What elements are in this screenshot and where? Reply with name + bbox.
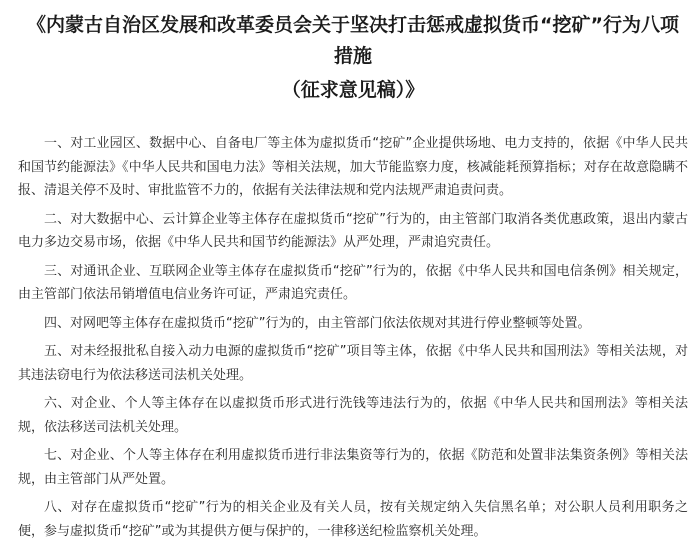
article-4: 四、对网吧等主体存在虚拟货币“挖矿”行为的，由主管部门依法依规对其进行停业整顿等处置。 xyxy=(44,315,591,331)
document-subtitle: （征求意见稿）》 xyxy=(281,79,425,101)
article-6: 六、对企业、个人等主体存在以虚拟货币形式进行洗钱等违法行为的，依据《中华人民共和国刑法》等相关法规，依法移送司法机关处理。 xyxy=(18,396,688,435)
article-8: 八、对存在虚拟货币“挖矿”行为的相关企业及有关人员，按有关规定纳入失信黑名单；对公职人员利用职务之便，参与虚拟货币“挖矿”或为其提供方便与保护的，一律移送纪检监察机关处理。 xyxy=(18,500,688,539)
article-5: 五、对未经报批私自接入动力电源的虚拟货币“挖矿”项目等主体，依据《中华人民共和国刑法》等相关法规，对其违法窃电行为依法移送司法机关处理。 xyxy=(18,344,688,383)
article-list xyxy=(18,132,688,543)
article-2: 二、对大数据中心、云计算企业等主体存在虚拟货币“挖矿”行为的，由主管部门取消各类优惠政策，退出内蒙古电力多边交易市场，依据《中华人民共和国节约能源法》从严处理，严肃追究责任。 xyxy=(18,211,688,250)
article-3: 三、对通讯企业、互联网企业等主体存在虚拟货币“挖矿”行为的，依据《中华人民共和国电信条例》相关规定，由主管部门依法吊销增值电信业务许可证，严肃追究责任。 xyxy=(18,263,688,302)
document-title: 《内蒙古自治区发展和改革委员会关于坚决打击惩戒虚拟货币“挖矿”行为八项措施 xyxy=(27,14,679,67)
article-7: 七、对企业、个人等主体存在利用虚拟货币进行非法集资等行为的，依据《防范和处置非法集资条例》等相关法规，由主管部门从严处置。 xyxy=(18,448,688,487)
article-1: 一、对工业园区、数据中心、自备电厂等主体为虚拟货币“挖矿”企业提供场地、电力支持的，依据《中华人民共和国节约能源法》《中华人民共和国电力法》等相关法规，加大节能监察力度，核减能耗预算指标；对存在故意隐瞒不报、清退关停不及时、审批监管不力的，依据有关法律法规和党内法规严肃追责问责。 xyxy=(18,136,688,198)
